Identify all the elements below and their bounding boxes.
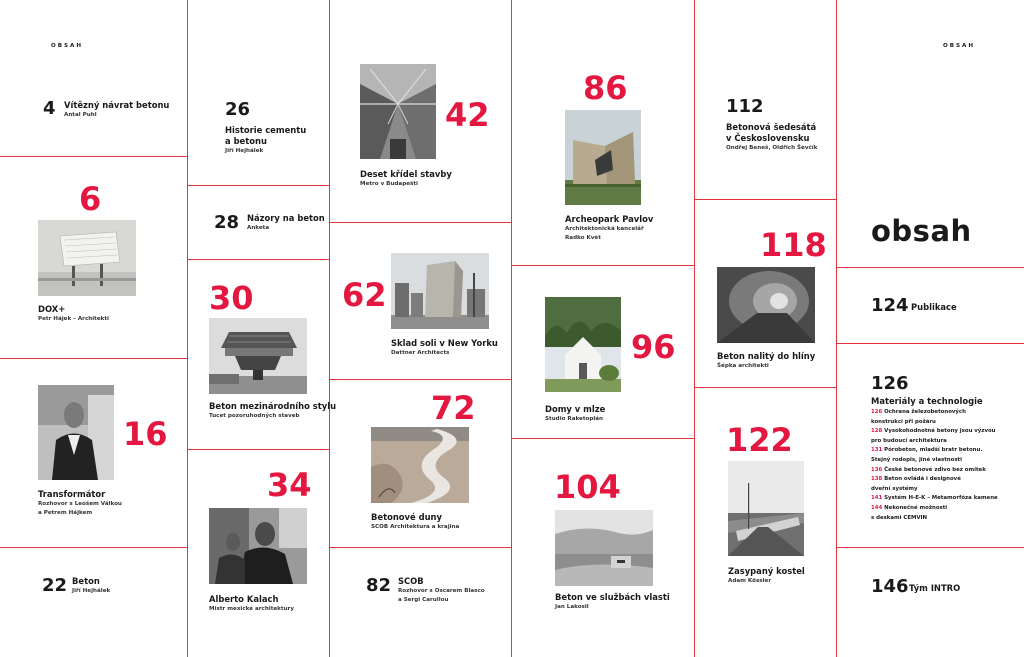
entry-author: Anketa xyxy=(247,225,270,231)
list-item[interactable]: 136 České betonové zdivo bez omítek xyxy=(871,466,986,473)
entry-author: Šépka architekti xyxy=(717,363,769,369)
entry-title: Transformátor xyxy=(38,489,106,499)
entry-title: Beton nalitý do hlíny xyxy=(717,351,816,361)
photo-dox xyxy=(38,220,136,296)
page-number: 118 xyxy=(760,226,827,264)
page-number: 16 xyxy=(123,415,168,453)
list-item: konstrukcí při požáru xyxy=(871,418,936,425)
entry-author: Rozhovor s Oscarem Blasco xyxy=(398,588,485,594)
entry-author: Tucet pozoruhodných staveb xyxy=(209,413,300,419)
photo-kalach xyxy=(209,508,307,584)
photo-portrait xyxy=(38,385,114,480)
page-number: 72 xyxy=(431,389,476,427)
page-number: 126 xyxy=(871,373,909,394)
entry-author: Rozhovor s Leošem Válkou xyxy=(38,501,122,507)
entry-author: Jan Lakosil xyxy=(555,604,589,610)
entry-author: Petr Hájek – Architekti xyxy=(38,316,109,322)
entry-author: Adam Kössler xyxy=(728,578,772,584)
header-right: OBSAH xyxy=(943,43,976,49)
photo-church xyxy=(728,461,804,556)
entry-author: Jiří Hejhálek xyxy=(225,148,264,154)
page-number: 122 xyxy=(726,421,793,459)
entry-title: Deset křídel stavby xyxy=(360,169,452,179)
photo-salt-shed xyxy=(391,253,489,329)
entry-title: Beton mezinárodního stylu xyxy=(209,401,337,411)
list-item[interactable]: 131 Pórobeton, mladší bratr betonu. xyxy=(871,447,983,454)
entry-author: Ondřej Beneš, Oldřich Ševčík xyxy=(726,145,818,151)
photo-archeopark xyxy=(565,110,641,205)
entry-title: Alberto Kalach xyxy=(209,594,279,604)
list-item: s deskami CEMVIN xyxy=(871,514,928,521)
page-number: 26 xyxy=(225,99,251,120)
entry-title-2: a betonu xyxy=(225,136,267,146)
entry-author: Mistr mexické architektury xyxy=(209,606,294,612)
page-number: 112 xyxy=(726,96,764,117)
photo-library xyxy=(209,318,307,394)
list-item[interactable]: 141 Systém H-E-K – Metamorfóza kamene xyxy=(871,495,998,502)
list-item: pro budoucí architektura xyxy=(871,437,947,444)
entry-title: Tým INTRO xyxy=(909,583,961,593)
entry-author: Dattner Architects xyxy=(391,350,450,356)
entry-author-2: a Sergi Carullou xyxy=(398,597,449,603)
entry-title: Historie cementu xyxy=(225,125,307,135)
list-item[interactable]: 138 Beton ovládá i designové xyxy=(871,476,961,483)
list-item[interactable]: 126 Ochrana železobetonových xyxy=(871,409,966,415)
entry-author: SCOB Architektura a krajina xyxy=(371,524,460,530)
page-number: 6 xyxy=(79,180,102,218)
page-number: 104 xyxy=(554,468,621,506)
entry-title: Beton xyxy=(72,576,100,586)
entry-title: Zasypaný kostel xyxy=(728,566,805,576)
entry-author: Architektonická kancelář xyxy=(565,226,644,232)
entry-title: Beton ve službách vlasti xyxy=(555,592,670,602)
entry-title: Betonové duny xyxy=(371,512,442,522)
entry-author-2: a Petrem Hájkem xyxy=(38,510,93,516)
entry-title-2: v Československu xyxy=(726,133,810,143)
entry-title: DOX+ xyxy=(38,304,66,314)
entry-title: Názory na beton xyxy=(247,213,325,223)
list-item[interactable]: 128 Vysokohodnotné betony jsou výzvou xyxy=(871,428,996,435)
photo-dunes xyxy=(371,427,469,503)
entry-author: Metro v Budapešti xyxy=(360,181,418,187)
page-number: 146 xyxy=(871,576,909,597)
technology-sublist xyxy=(871,408,1021,523)
page-number: 22 xyxy=(42,575,68,596)
entry-title: SCOB xyxy=(398,576,424,586)
header-left: OBSAH xyxy=(51,43,84,49)
list-item[interactable]: 144 Nekonečné možnosti xyxy=(871,504,948,511)
entry-title: Materiály a technologie xyxy=(871,396,983,406)
entry-title: Domy v mlze xyxy=(545,404,606,414)
entry-author: Jiří Hejhálek xyxy=(72,588,111,594)
photo-bunker xyxy=(555,510,653,586)
photo-houses xyxy=(545,297,621,392)
page-number: 86 xyxy=(583,69,628,107)
entry-title: Archeopark Pavlov xyxy=(565,214,654,224)
entry-title: Publikace xyxy=(911,302,957,312)
list-item: dveřní systémy xyxy=(871,485,918,492)
entry-title: Betonová šedesátá xyxy=(726,122,817,132)
page-title: obsah xyxy=(871,214,972,248)
photo-metro xyxy=(360,64,436,159)
page-number: 30 xyxy=(209,279,254,317)
page-number: 82 xyxy=(366,575,392,596)
photo-tunnel xyxy=(717,267,815,343)
page-number: 4 xyxy=(43,98,56,119)
page-number: 62 xyxy=(342,276,387,314)
list-item: Stejný rodopis, jiné vlastnosti xyxy=(871,456,962,463)
entry-author: Antal Puhl xyxy=(64,112,97,118)
entry-title: Sklad soli v New Yorku xyxy=(391,338,498,348)
page-number: 42 xyxy=(445,96,490,134)
page-number: 34 xyxy=(267,466,312,504)
entry-author-2: Radko Květ xyxy=(565,235,601,241)
page-number: 28 xyxy=(214,212,240,233)
page-number: 96 xyxy=(631,328,676,366)
page-number: 124 xyxy=(871,295,909,316)
entry-author: Studio Raketoplán xyxy=(545,416,604,422)
entry-title: Vítězný návrat betonu xyxy=(64,100,170,110)
